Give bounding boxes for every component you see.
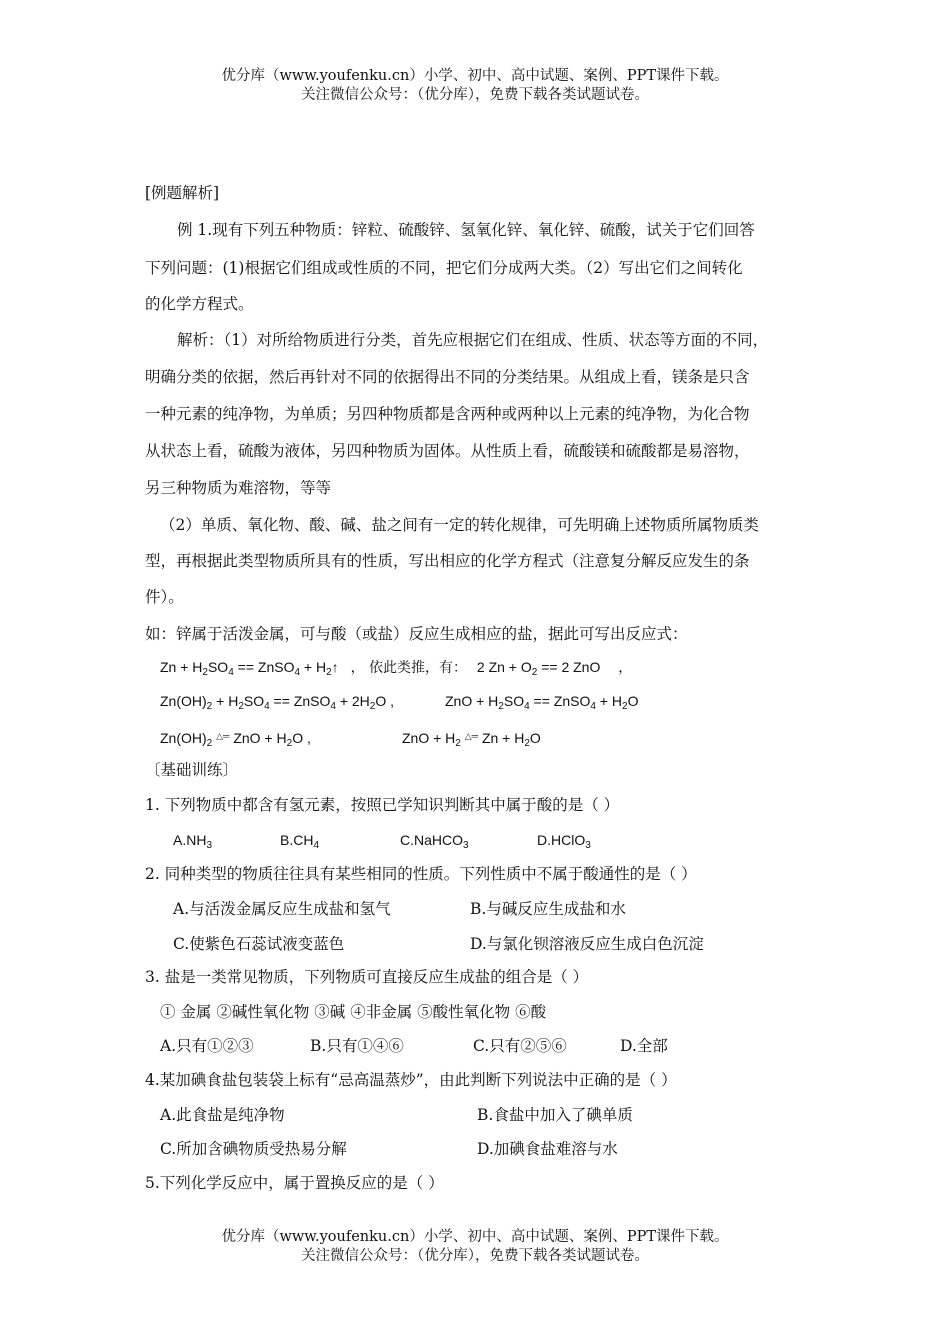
- equation-connector-text: ， 依此类推，有：: [350, 660, 468, 676]
- question-3-options: [160, 1036, 668, 1056]
- question-2-options-row-1: [173, 899, 626, 919]
- example-question-line-2: 下列问题：(1)根据它们组成或性质的不同，把它们分成两大类。（2）写出它们之间转化: [145, 259, 743, 277]
- footer-line-2: 关注微信公众号：（优分库），免费下载各类试题试卷。: [301, 1248, 649, 1264]
- question-2-stem: 2. 同种类型的物质往往具有某些相同的性质。下列性质中不属于酸通性的是（ ）: [145, 865, 697, 883]
- q3-option-b: B.只有①④⑥: [310, 1037, 404, 1055]
- analysis-line-8: 件）。: [145, 588, 184, 606]
- equation-line-1: [160, 657, 632, 678]
- section-heading-training: 〔基础训练〕: [145, 761, 239, 779]
- question-4-options-row-2: [160, 1139, 618, 1159]
- equation-znoh2-h2so4: $Zn(OH)_2 + H_2SO_4$ == ZnSO$_4$ + $2H_2O$ ,: [160, 693, 395, 712]
- equation-znoh2-decompose: $Zn(OH)_2$ △═ ZnO + $H_2O$ ,: [160, 730, 311, 749]
- example-question-line-3: 的化学方程式。: [145, 295, 254, 313]
- analysis-line-3: 一种元素的纯净物，为单质；另四种物质都是含两种或两种以上元素的纯净物，为化合物: [145, 405, 750, 423]
- equation-line-3: [160, 726, 541, 748]
- analysis-line-1: 解析：（1）对所给物质进行分类，首先应根据它们在组成、性质、状态等方面的不同，: [177, 331, 769, 349]
- header-line-1: 优分库（www.youfenku.cn）小学、初中、高中试题、案例、PPT课件下载。: [221, 68, 729, 84]
- equation-zn-o2: 2 $Zn + O_2 == 2$ ZnO: [476, 659, 601, 678]
- q3-option-d: D.全部: [620, 1037, 668, 1055]
- question-2-options-row-2: [173, 934, 704, 954]
- question-4-options-row-1: [160, 1105, 633, 1125]
- question-1-options: [173, 830, 591, 850]
- header-line-2: 关注微信公众号：（优分库），免费下载各类试题试卷。: [301, 87, 649, 103]
- equation-zn-h2so4: $Zn + H_2SO_4$ == ZnSO$_4$ + $H_2↑$: [160, 659, 339, 678]
- question-1-stem: 1. 下列物质中都含有氢元素，按照已学知识判断其中属于酸的是（ ）: [145, 796, 620, 814]
- analysis-line-6: （2）单质、氧化物、酸、碱、盐之间有一定的转化规律，可先明确上述物质所属物质类: [160, 516, 759, 534]
- q4-option-d: D.加碘食盐难溶与水: [477, 1140, 618, 1158]
- equation-line-2: [160, 691, 638, 711]
- analysis-line-9: 如：锌属于活泼金属，可与酸（或盐）反应生成相应的盐，据此可写出反应式：: [145, 625, 688, 643]
- question-4-stem: 4.某加碘食盐包装袋上标有“忌高温蒸炒”，由此判断下列说法中正确的是（ ）: [145, 1071, 677, 1089]
- analysis-line-4: 从状态上看，硫酸为液体，另四种物质为固体。从性质上看，硫酸镁和硫酸都是易溶物，: [145, 442, 750, 460]
- equation-zno-h2: ZnO + $H_2$ △═ $Zn + H_2O$: [402, 730, 541, 749]
- question-3-items: ① 金属 ②碱性氧化物 ③碱 ④非金属 ⑤酸性氧化物 ⑥酸: [160, 1003, 547, 1021]
- question-3-stem: 3. 盐是一类常见物质，下列物质可直接反应生成盐的组合是（ ）: [145, 968, 589, 986]
- q1-option-a: $A.NH_3$: [173, 832, 213, 851]
- analysis-line-7: 型，再根据此类型物质所具有的性质，写出相应的化学方程式（注意复分解反应发生的条: [145, 552, 750, 570]
- analysis-line-5: 另三种物质为难溶物，等等: [145, 479, 332, 497]
- q1-option-d: D.HClO$_3$: [537, 832, 591, 851]
- q4-option-a: A.此食盐是纯净物: [160, 1106, 285, 1124]
- example-question-line-1: 例 1.现有下列五种物质：锌粒、硫酸锌、氢氧化锌、氧化锌、硫酸，试关于它们回答: [177, 221, 755, 239]
- q2-option-d: D.与氯化钡溶液反应生成白色沉淀: [470, 935, 704, 953]
- question-5-stem: 5.下列化学反应中，属于置换反应的是（ ）: [145, 1174, 444, 1192]
- q3-option-a: A.只有①②③: [160, 1037, 254, 1055]
- footer-line-1: 优分库（www.youfenku.cn）小学、初中、高中试题、案例、PPT课件下载。: [221, 1229, 729, 1245]
- q2-option-b: B.与碱反应生成盐和水: [470, 900, 626, 918]
- q1-option-c: C.NaHCO$_3$: [400, 832, 469, 851]
- analysis-line-2: 明确分类的依据，然后再针对不同的依据得出不同的分类结果。从组成上看，镁条是只含: [145, 368, 750, 386]
- q1-option-b: $B.CH_4$: [280, 832, 320, 851]
- equation-zno-h2so4: ZnO + $H_2SO_4$ == ZnSO$_4$ + $H_2O$: [445, 693, 639, 712]
- q2-option-a: A.与活泼金属反应生成盐和氢气: [173, 900, 391, 918]
- section-heading-examples: [例题解析]: [145, 184, 220, 202]
- q4-option-c: C.所加含碘物质受热易分解: [160, 1140, 347, 1158]
- q3-option-c: C.只有②⑤⑥: [473, 1037, 567, 1055]
- q2-option-c: C.使紫色石蕊试液变蓝色: [173, 935, 345, 953]
- equation-comma: ，: [618, 659, 633, 675]
- q4-option-b: B.食盐中加入了碘单质: [477, 1106, 633, 1124]
